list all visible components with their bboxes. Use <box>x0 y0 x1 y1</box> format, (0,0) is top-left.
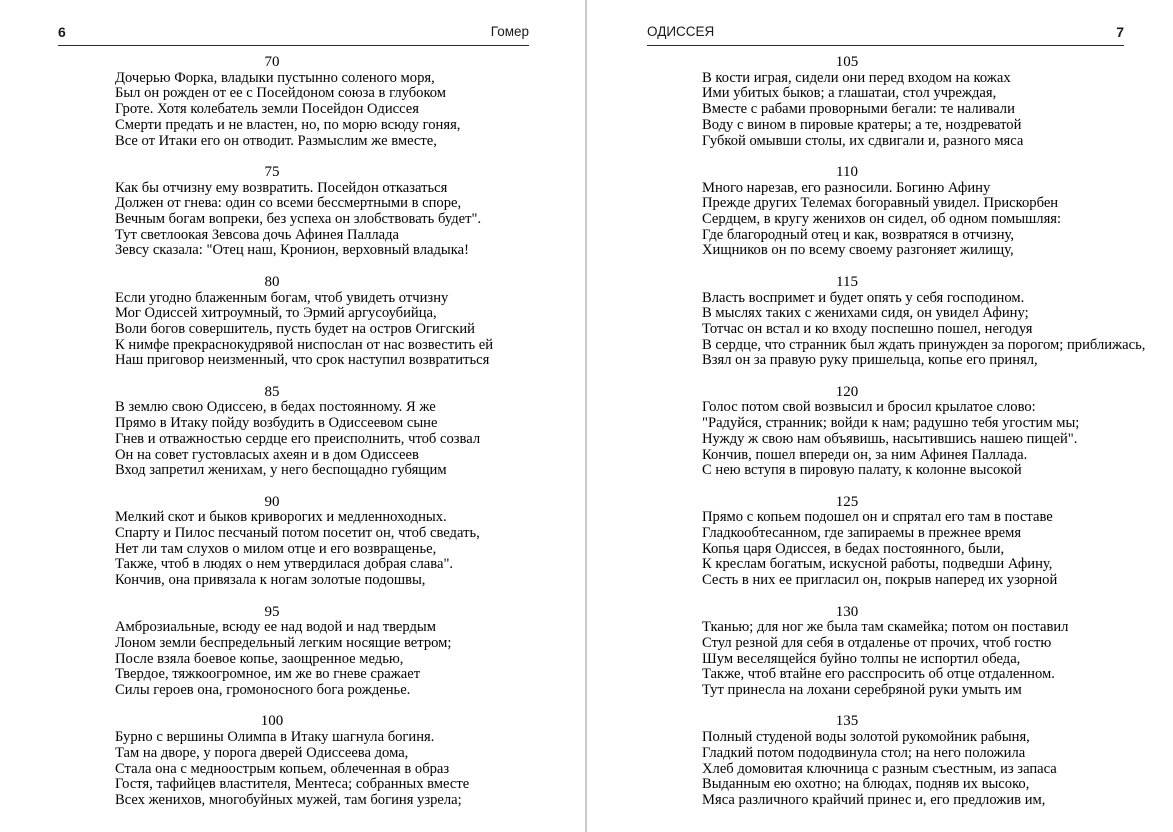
stanza-number: 130 <box>835 603 859 620</box>
stanza-number: 115 <box>836 273 858 290</box>
stanza-number: 125 <box>835 493 859 510</box>
verse-line: Твердое, тяжкоогромное, им же во гневе сражает <box>115 666 421 683</box>
verse-line: Прямо с копьем подошел он и спрятал его там в поставе <box>702 509 1053 526</box>
verse-line: Много нарезав, его разносили. Богиню Афину <box>702 179 991 196</box>
verse-line: Стала она с медноострым копьем, облеченная в образ <box>115 760 450 777</box>
verse-line: Власть воспримет и будет опять у себя господином. <box>702 289 1025 306</box>
verse-line: Мелкий скот и быков криворогих и медленноходных. <box>115 509 447 526</box>
verse-line: Наш приговор неизменный, что срок наступил возвратиться <box>115 352 490 369</box>
stanza-number: 120 <box>835 383 859 400</box>
verse-line: Лоном земли беспредельный легким носящие ветром; <box>115 634 452 651</box>
verse-line: Взял он за правую руку пришельца, копье его принял, <box>702 352 1038 369</box>
verse-line: В землю свою Одиссею, в бедах постоянному. Я же <box>115 399 436 416</box>
stanza-70 <box>115 54 461 149</box>
verse-line: С нею вступя в пировую палату, к колонне высокой <box>702 462 1022 479</box>
stanza-number: 80 <box>264 273 280 290</box>
verse-line: Нет ли там слухов о милом отце и его возвращенье, <box>115 540 437 557</box>
stanza-number: 100 <box>260 713 284 730</box>
verse-line: Хлеб домовитая ключница с разным съестным, из запаса <box>702 760 1057 777</box>
verse-line: Кончив, она привязала к ногам золотые подошвы, <box>115 572 426 589</box>
stanza-number: 135 <box>835 713 859 730</box>
verse-line: Где благородный отец и как, возвратяся в отчизну, <box>702 226 1015 243</box>
verse-line: Хищников он по всему своему разгоняет жилищу, <box>702 242 1014 259</box>
verse-line: Тут светлоокая Зевсова дочь Афинея Паллада <box>115 226 400 243</box>
stanza-number: 75 <box>264 163 280 180</box>
verse-line: Как бы отчизну ему возвратить. Посейдон отказаться <box>115 179 448 196</box>
verse-line: Нужду ж свою нам объявишь, насытившись нашею пищей". <box>702 430 1078 447</box>
page-number-right: 7 <box>1116 24 1124 40</box>
verse-line: Гостя, тафийцев властителя, Ментеса; собранных вместе <box>115 776 470 793</box>
page-right-header <box>647 24 1124 46</box>
stanza-95 <box>115 603 452 699</box>
verse-line: Гроте. Хотя колебатель земли Посейдон Одиссея <box>115 101 419 118</box>
stanza-number: 95 <box>264 603 280 620</box>
stanza-number: 85 <box>264 383 280 400</box>
verse-line: После взяла боевое копье, заощренное медью, <box>115 650 404 667</box>
verse-line: Сердцем, в кругу женихов он сидел, об одном помышляя: <box>702 211 1062 228</box>
verse-line: Он на совет густовласых ахеян и в дом Одиссеев <box>115 446 419 463</box>
verse-line: Бурно с вершины Олимпа в Итаку шагнула богиня. <box>115 729 435 746</box>
verse-line: Если угодно блаженным богам, чтоб увидеть отчизну <box>115 289 449 306</box>
verse-line: Тотчас он встал и ко входу поспешно пошел, негодуя <box>702 320 1033 337</box>
verse-line: Шум веселящейся буйно толпы не испортил обеда, <box>702 650 1021 667</box>
verse-line: Амброзиальные, всюду ее над водой и над твердым <box>115 619 436 636</box>
verse-line: Дочерью Форка, владыки пустынно соленого моря, <box>115 69 435 86</box>
stanza-number: 110 <box>836 163 858 180</box>
verse-line: Всех женихов, многобуйных мужей, там богиня узрела; <box>115 791 462 808</box>
verse-line: Там на дворе, у порога дверей Одиссеева дома, <box>115 744 409 761</box>
page-number-left: 6 <box>58 24 66 40</box>
running-title-book: ОДИССЕЯ <box>647 24 715 39</box>
verse-line: Стул резной для себя в отдаленье от прочих, чтоб гостю <box>702 634 1052 651</box>
stanza-105 <box>702 54 1024 149</box>
stanza-number: 90 <box>264 493 280 510</box>
verse-line: Тут принесла на лохани серебряной руки умыть им <box>702 682 1022 699</box>
verse-line: Полный студеной воды золотой рукомойник рабыня, <box>702 729 1030 746</box>
verse-line: Гладкообтесанном, где запираемы в прежнее время <box>702 525 1022 542</box>
stanza-80 <box>115 273 494 369</box>
stanza-90 <box>115 493 480 589</box>
page-left-content <box>115 54 494 824</box>
verse-line: Был он рожден от ее с Посейдоном союза в глубоком <box>115 85 447 102</box>
running-title-author: Гомер <box>490 24 529 39</box>
verse-line: Воду с вином в пировые кратеры; а те, ноздреватой <box>702 116 1022 133</box>
page-right <box>587 0 1173 832</box>
verse-line: Воли богов совершитель, пусть будет на остров Огигский <box>115 320 475 337</box>
stanza-110 <box>702 163 1062 259</box>
verse-line: Силы героев она, громоносного бога рожденье. <box>115 682 411 699</box>
verse-line: Ими убитых быков; а глашатаи, стол учреждая, <box>702 85 997 102</box>
verse-line: Все от Итаки его он отводит. Размыслим же вместе, <box>115 132 437 149</box>
stanza-120 <box>702 383 1080 479</box>
verse-line: Гладкий потом пододвинула стол; на него положила <box>702 744 1026 761</box>
verse-line: Вход запретил женихам, у него беспощадно губящим <box>115 462 447 479</box>
verse-line: Голос потом свой возвысил и бросил крылатое слово: <box>702 399 1036 416</box>
verse-line: В сердце, что странник был ждать принужден за порогом; приближась, <box>702 336 1146 353</box>
page-right-content <box>702 54 1146 824</box>
verse-line: Смерти предать и не властен, но, по морю всюду гоняя, <box>115 116 461 133</box>
stanza-115 <box>702 273 1146 369</box>
verse-line: Вечным богам вопреки, без успеха он злобствовать будет". <box>115 211 482 228</box>
verse-line: "Радуйся, странник; войди к нам; радушно тебя угостим мы; <box>702 415 1080 432</box>
stanza-number: 70 <box>264 54 280 70</box>
stanza-number: 105 <box>835 54 859 70</box>
verse-line: Губкой омывши столы, их сдвигали и, разного мяса <box>702 132 1024 149</box>
verse-line: Зевсу сказала: "Отец наш, Кронион, верховный владыка! <box>115 242 469 259</box>
verse-line: К креслам богатым, искусной работы, подведши Афину, <box>702 556 1053 573</box>
verse-line: К нимфе прекраснокудрявой ниспослан от нас возвестить ей <box>115 336 494 353</box>
stanza-75 <box>115 163 482 259</box>
stanza-125 <box>702 493 1058 589</box>
stanza-100 <box>115 713 470 808</box>
verse-line: Также, чтоб в людях о нем утвердилася добрая слава". <box>115 556 454 573</box>
stanza-130 <box>702 603 1069 699</box>
verse-line: Прежде других Телемах богоравный увидел. Прискорбен <box>702 195 1059 212</box>
verse-line: Сесть в них ее пригласил он, покрыв наперед их узорной <box>702 572 1058 589</box>
verse-line: Копья царя Одиссея, в бедах постоянного, были, <box>702 540 1005 557</box>
verse-line: Спарту и Пилос песчаный потом посетит он, чтоб сведать, <box>115 525 480 542</box>
verse-line: Гнев и отважностью сердце его преисполнить, чтоб созвал <box>115 430 481 447</box>
verse-line: Прямо в Итаку пойду возбудить в Одиссеевом сыне <box>115 415 438 432</box>
page-left-header <box>58 24 529 46</box>
verse-line: Также, чтоб втайне его расспросить об отце отдаленном. <box>702 666 1055 683</box>
stanza-85 <box>115 383 481 479</box>
verse-line: Тканью; для ног же была там скамейка; потом он поставил <box>702 619 1069 636</box>
verse-line: В кости играя, сидели они перед входом на кожах <box>702 69 1011 86</box>
verse-line: Должен от гнева: один со всеми бессмертными в споре, <box>115 195 462 212</box>
verse-line: Вместе с рабами проворными бегали: те наливали <box>702 101 1015 118</box>
verse-line: В мыслях таких с женихами сидя, он увидел Афину; <box>702 305 1029 322</box>
verse-line: Мог Одиссей хитроумный, то Эрмий аргусоубийца, <box>115 305 437 322</box>
verse-line: Выданным ею охотно; на блюдах, подняв их высоко, <box>702 776 1030 793</box>
stanza-135 <box>702 713 1057 808</box>
verse-line: Кончив, пошел впереди он, за ним Афинея Паллада. <box>702 446 1028 463</box>
verse-line: Мяса различного крайчий принес и, его предложив им, <box>702 791 1046 808</box>
